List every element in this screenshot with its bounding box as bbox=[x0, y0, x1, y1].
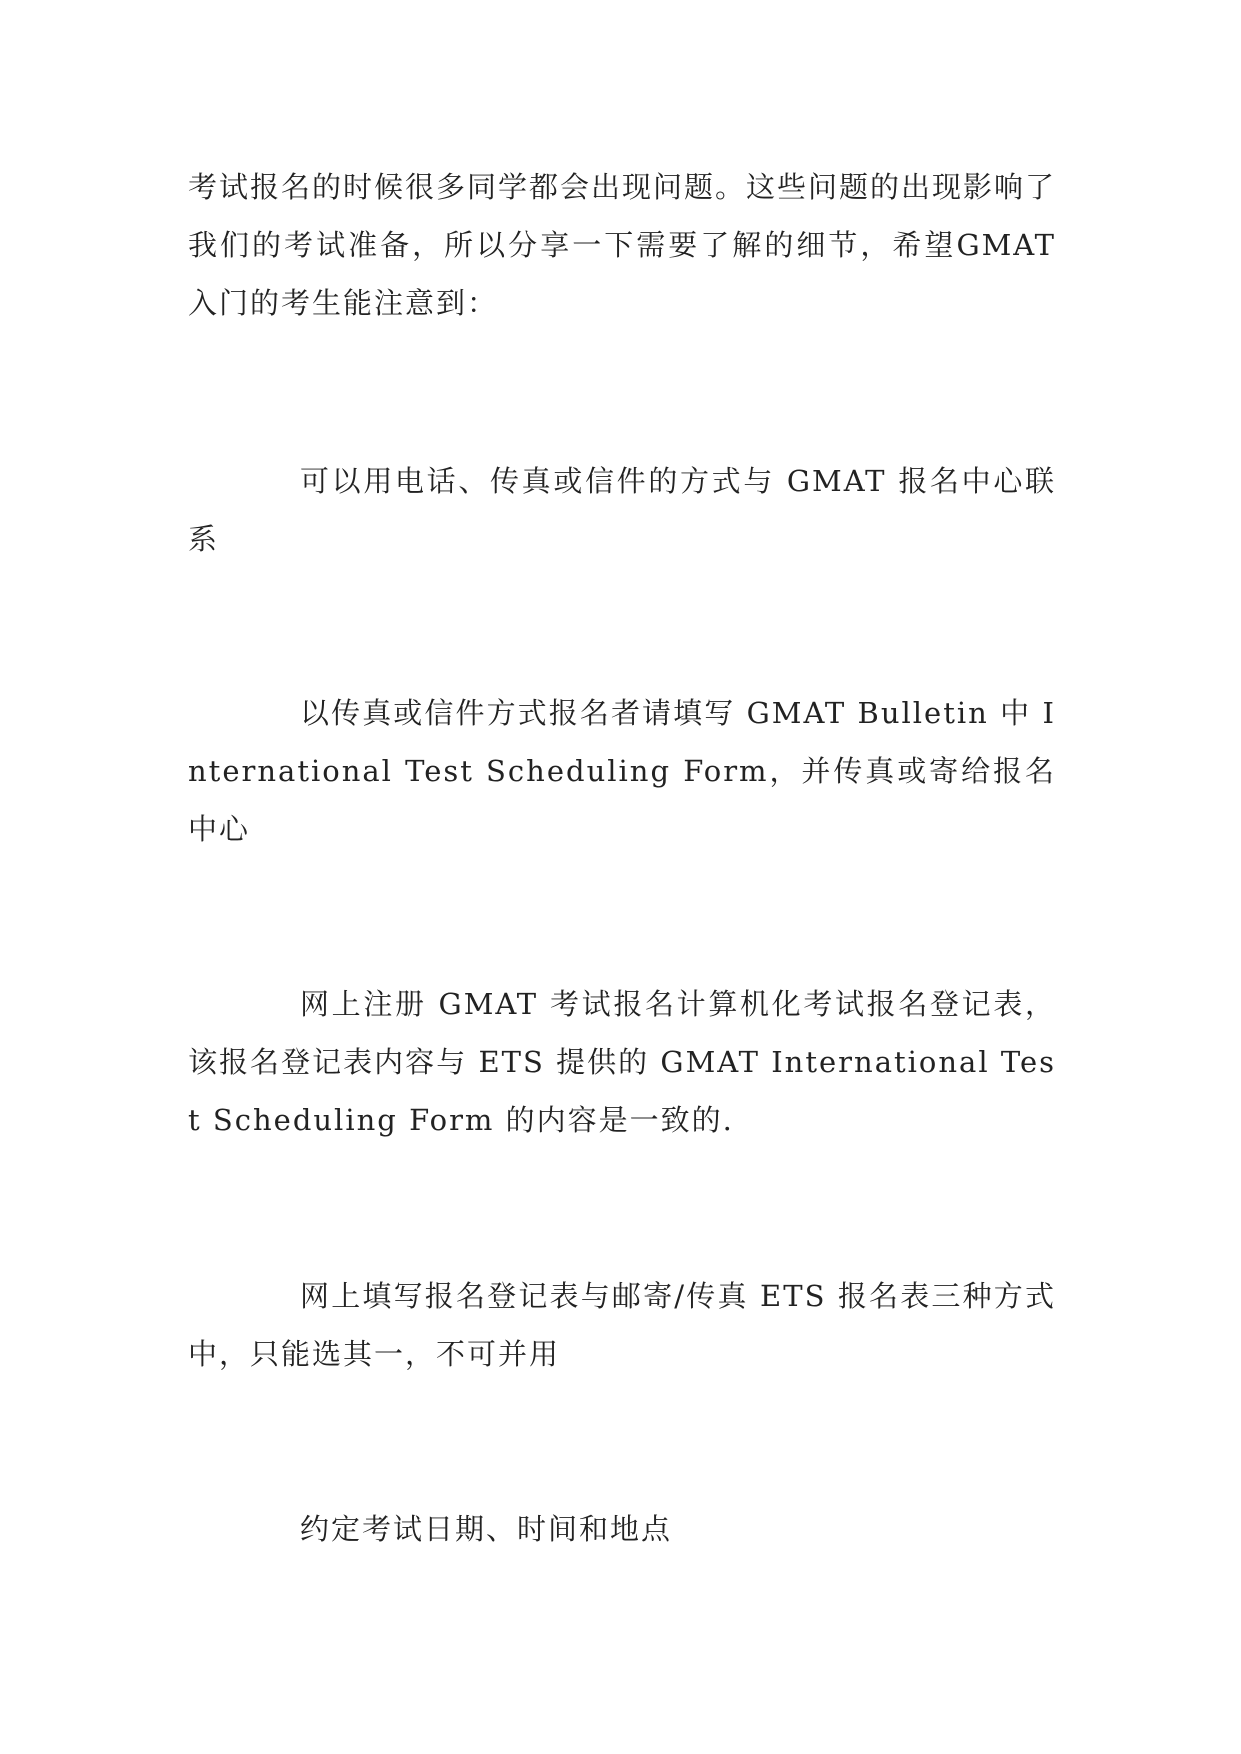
online-registration-paragraph: 网上注册 GMAT 考试报名计算机化考试报名登记表，该报名登记表内容与 ETS 提供的 GMAT International Test Scheduling Form 的内容是一致的. bbox=[188, 987, 1056, 1137]
schedule-exam-paragraph: 约定考试日期、时间和地点 bbox=[300, 1512, 673, 1546]
choose-one-method-paragraph: 网上填写报名登记表与邮寄/传真 ETS 报名表三种方式中，只能选其一，不可并用 bbox=[188, 1279, 1056, 1371]
intro-paragraph: 考试报名的时候很多同学都会出现问题。这些问题的出现影响了我们的考试准备，所以分享一下需要了解的细节，希望GMAT 入门的考生能注意到： bbox=[188, 170, 1057, 320]
fax-mail-registration-paragraph: 以传真或信件方式报名者请填写 GMAT Bulletin 中 International Test Scheduling Form，并传真或寄给报名中心 bbox=[188, 696, 1056, 846]
contact-method-paragraph: 可以用电话、传真或信件的方式与 GMAT 报名中心联系 bbox=[188, 464, 1056, 556]
